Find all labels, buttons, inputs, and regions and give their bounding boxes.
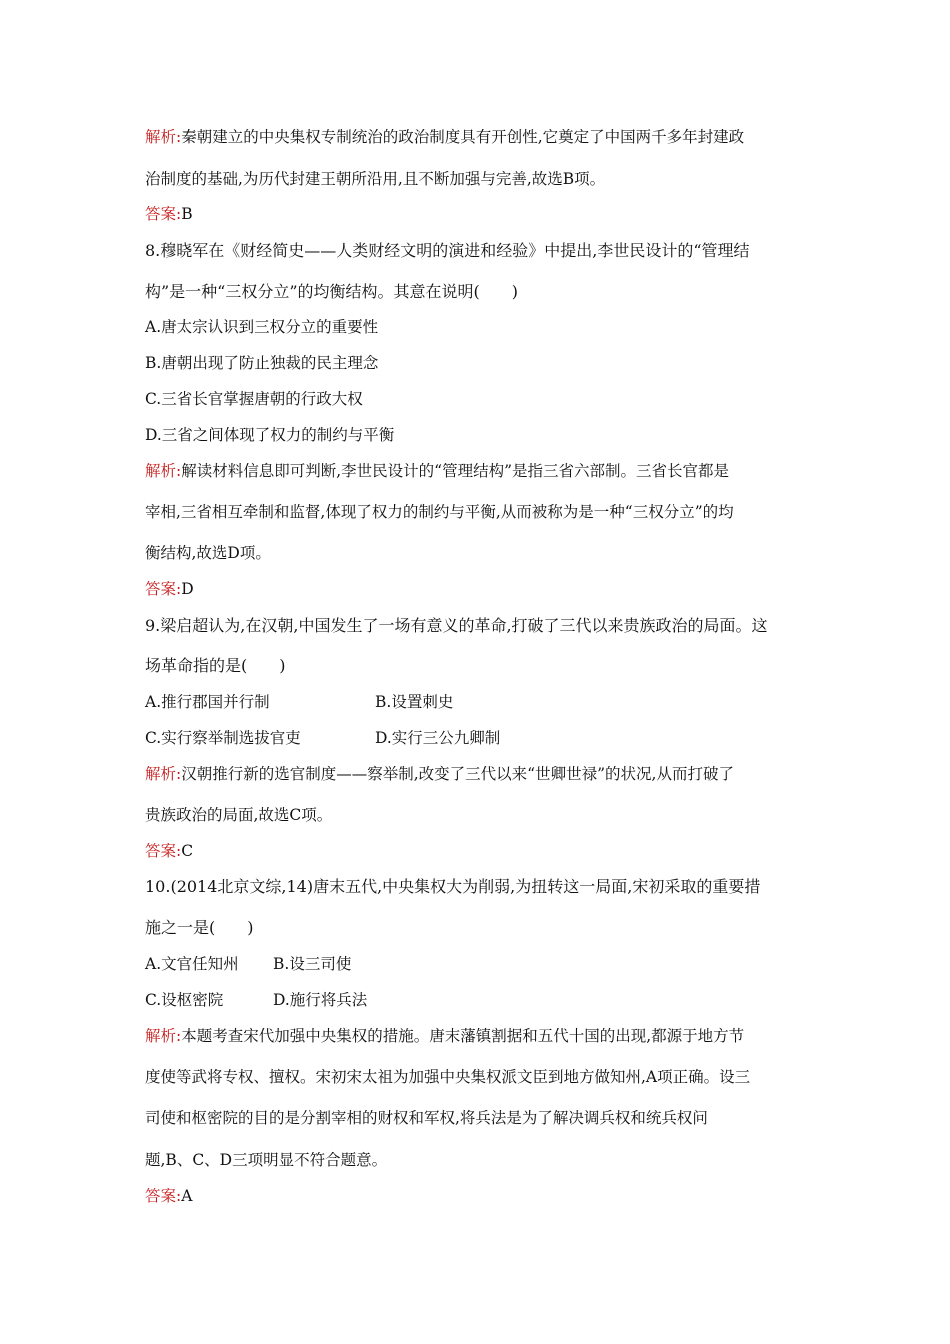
analysis-label: 解析: <box>145 1027 182 1045</box>
analysis-line: 解析:本题考查宋代加强中央集权的措施。唐末藩镇割据和五代十国的出现,都源于地方节 <box>145 1027 745 1045</box>
option-d: D.施行将兵法 <box>273 991 368 1009</box>
analysis-line: 衡结构,故选D项。 <box>145 544 271 562</box>
question-10-line: 10.(2014北京文综,14)唐末五代,中央集权大为削弱,为扭转这一局面,宋初采取的重要措 <box>145 877 761 896</box>
analysis-line: 解析:秦朝建立的中央集权专制统治的政治制度具有开创性,它奠定了中国两千多年封建政 <box>145 128 745 146</box>
analysis-line: 度使等武将专权、擅权。宋初宋太祖为加强中央集权派文臣到地方做知州,A项正确。设三 <box>145 1068 751 1086</box>
analysis-line: 司使和枢密院的目的是分割宰相的财权和军权,将兵法是为了解决调兵权和统兵权问 <box>145 1109 708 1127</box>
option-b: B.设三司使 <box>273 955 352 973</box>
analysis-line: 宰相,三省相互牵制和监督,体现了权力的制约与平衡,从而被称为是一种“三权分立”的均 <box>145 503 734 521</box>
analysis-line: 题,B、C、D三项明显不符合题意。 <box>145 1151 388 1169</box>
answer-line: 答案:A <box>145 1187 193 1205</box>
answer-line: 答案:D <box>145 580 194 598</box>
question-8-line: 8.穆晓军在《财经简史——人类财经文明的演进和经验》中提出,李世民设计的“管理结 <box>145 241 750 260</box>
question-9-line: 9.梁启超认为,在汉朝,中国发生了一场有意义的革命,打破了三代以来贵族政治的局面。这 <box>145 616 768 635</box>
analysis-line: 贵族政治的局面,故选C项。 <box>145 806 333 824</box>
answer-label: 答案: <box>145 1187 182 1205</box>
option-b: B.设置刺史 <box>375 693 454 711</box>
answer-label: 答案: <box>145 205 182 223</box>
analysis-label: 解析: <box>145 128 182 146</box>
option-a: A.推行郡国并行制 <box>145 693 270 711</box>
option-a: A.唐太宗认识到三权分立的重要性 <box>145 318 379 336</box>
analysis-label: 解析: <box>145 462 182 480</box>
analysis-line: 解析:汉朝推行新的选官制度——察举制,改变了三代以来“世卿世禄”的状况,从而打破了 <box>145 765 734 783</box>
question-9-line: 场革命指的是( ) <box>145 656 286 675</box>
option-c: C.设枢密院 <box>145 991 224 1009</box>
answer-label: 答案: <box>145 842 182 860</box>
analysis-line: 治制度的基础,为历代封建王朝所沿用,且不断加强与完善,故选B项。 <box>145 170 606 188</box>
option-a: A.文官任知州 <box>145 955 239 973</box>
option-c: C.三省长官掌握唐朝的行政大权 <box>145 390 363 408</box>
option-d: D.实行三公九卿制 <box>375 729 501 747</box>
answer-line: 答案:B <box>145 205 193 223</box>
question-8-line: 构”是一种“三权分立”的均衡结构。其意在说明( ) <box>145 282 519 301</box>
analysis-label: 解析: <box>145 765 182 783</box>
answer-line: 答案:C <box>145 842 194 860</box>
analysis-line: 解析:解读材料信息即可判断,李世民设计的“管理结构”是指三省六部制。三省长官都是 <box>145 462 730 480</box>
option-c: C.实行察举制选拔官吏 <box>145 729 301 747</box>
option-d: D.三省之间体现了权力的制约与平衡 <box>145 426 395 444</box>
answer-label: 答案: <box>145 580 182 598</box>
question-10-line: 施之一是( ) <box>145 918 254 937</box>
option-b: B.唐朝出现了防止独裁的民主理念 <box>145 354 379 372</box>
